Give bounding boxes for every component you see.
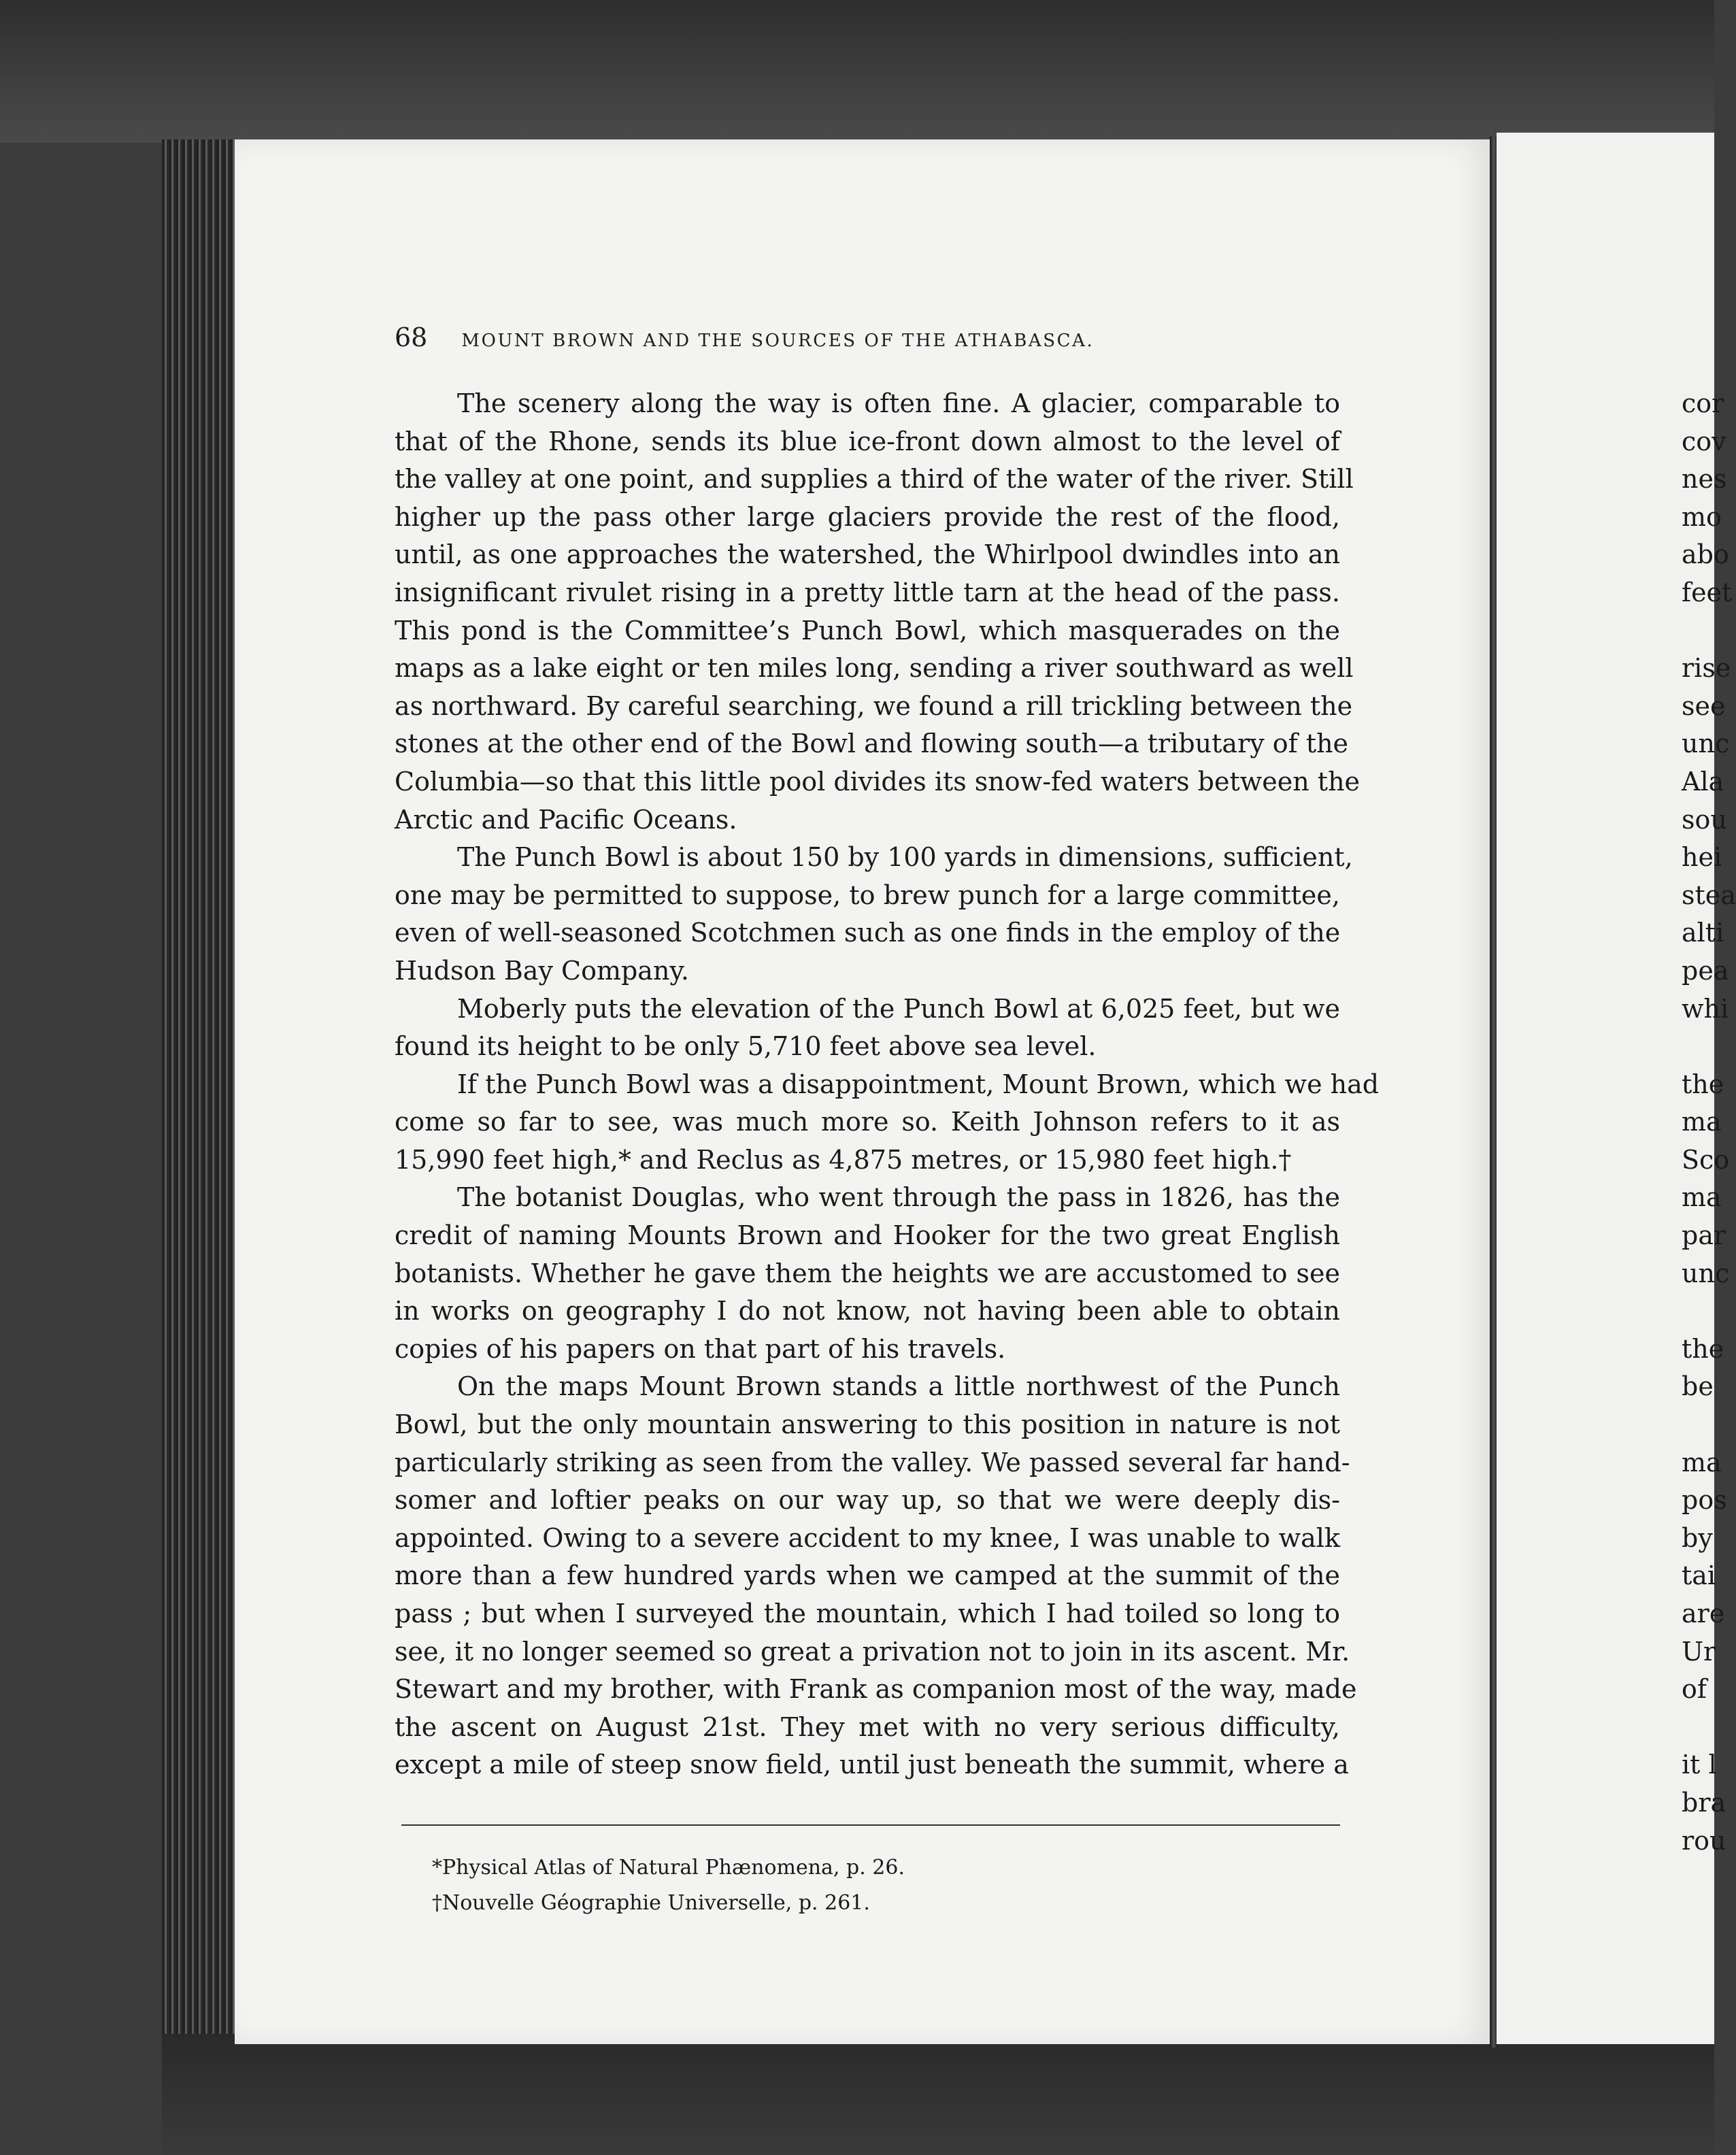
scan-background-top bbox=[0, 0, 1714, 143]
right-page-fragment: hei bbox=[1682, 842, 1722, 873]
text-line: maps as a lake eight or ten miles long, sending a river southward as well bbox=[395, 653, 1354, 684]
right-page-fragment: Sco bbox=[1682, 1144, 1730, 1175]
text-line: Stewart and my brother, with Frank as companion most of the way, made bbox=[395, 1674, 1357, 1705]
right-page-fragment: unc bbox=[1682, 1258, 1730, 1288]
right-page-fragment bbox=[1682, 612, 1714, 650]
text-line: until, as one approaches the watershed, the Whirlpool dwindles into an bbox=[395, 539, 1340, 570]
right-page-fragment bbox=[1682, 1709, 1714, 1747]
text-line: On the maps Mount Brown stands a little northwest of the Punch bbox=[457, 1371, 1340, 1402]
text-line: The scenery along the way is often fine. A glacier, comparable to bbox=[457, 388, 1340, 418]
right-page-fragment: Ala bbox=[1682, 766, 1724, 797]
right-page-fragment: be bbox=[1682, 1371, 1714, 1402]
text-line: appointed. Owing to a severe accident to my knee, I was unable to walk bbox=[395, 1522, 1340, 1553]
text-line: particularly striking as seen from the valley. We passed several far hand- bbox=[395, 1447, 1350, 1477]
right-page-fragment: ma bbox=[1682, 1447, 1722, 1477]
text-line: Hudson Bay Company. bbox=[395, 955, 689, 986]
footnote: †Nouvelle Géographie Universelle, p. 261. bbox=[432, 1891, 870, 1915]
text-line: The botanist Douglas, who went through the pass in 1826, has the bbox=[457, 1182, 1340, 1213]
right-page-fragment: unc bbox=[1682, 729, 1730, 759]
text-line: more than a few hundred yards when we camped at the summit of the bbox=[395, 1560, 1340, 1591]
text-line: see, it no longer seemed so great a privation not to join in its ascent. Mr. bbox=[395, 1636, 1350, 1667]
right-page-fragment: feet bbox=[1682, 577, 1733, 607]
text-line: stones at the other end of the Bowl and flowing south—a tributary of the bbox=[395, 729, 1349, 759]
text-line: found its height to be only 5,710 feet above sea level. bbox=[395, 1031, 1097, 1062]
text-line: Arctic and Pacific Oceans. bbox=[395, 804, 737, 835]
right-page-fragment: see bbox=[1682, 690, 1726, 721]
right-page-fragment: ma bbox=[1682, 1182, 1722, 1213]
text-line: higher up the pass other large glaciers provide the rest of the flood, bbox=[395, 501, 1340, 532]
right-page-fragment: bra bbox=[1682, 1787, 1726, 1818]
text-line: the valley at one point, and supplies a third of the water of the river. Still bbox=[395, 464, 1354, 495]
text-line: copies of his papers on that part of his travels. bbox=[395, 1333, 1006, 1364]
right-page-fragment: by bbox=[1682, 1522, 1713, 1553]
right-page-fragment: the bbox=[1682, 1069, 1724, 1099]
text-line: credit of naming Mounts Brown and Hooker for the two great English bbox=[395, 1220, 1340, 1251]
text-line: insignificant rivulet rising in a pretty little tarn at the head of the pass. bbox=[395, 577, 1340, 607]
text-line: one may be permitted to suppose, to brew punch for a large committee, bbox=[395, 880, 1340, 910]
right-page-fragment bbox=[1682, 1292, 1714, 1331]
right-page-fragment bbox=[1682, 1028, 1714, 1066]
text-line: the ascent on August 21st. They met with no very serious difficulty, bbox=[395, 1711, 1340, 1742]
right-page-fragment: par bbox=[1682, 1220, 1726, 1251]
text-line: Columbia—so that this little pool divides its snow-fed waters between the bbox=[395, 766, 1361, 797]
right-page-fragment: alti bbox=[1682, 918, 1724, 948]
right-page-fragment: abo bbox=[1682, 539, 1729, 570]
book-page-edges bbox=[162, 139, 237, 2044]
right-page-text-fragments bbox=[1682, 385, 1736, 1860]
running-header bbox=[395, 322, 1347, 363]
text-line: pass ; but when I surveyed the mountain, which I had toiled so long to bbox=[395, 1599, 1340, 1628]
right-page-fragment: ma bbox=[1682, 1107, 1722, 1137]
page-number: 68 bbox=[395, 322, 428, 352]
text-line: Moberly puts the elevation of the Punch Bowl at 6,025 feet, but we bbox=[457, 993, 1340, 1024]
text-line: in works on geography I do not know, not having been able to obtain bbox=[395, 1296, 1340, 1326]
right-page-fragment: stea bbox=[1682, 880, 1736, 910]
text-line: This pond is the Committee’s Punch Bowl, which masquerades on the bbox=[395, 615, 1340, 646]
text-line: The Punch Bowl is about 150 by 100 yards in dimensions, sufficient, bbox=[457, 842, 1353, 873]
text-line: even of well-seasoned Scotchmen such as one finds in the employ of the bbox=[395, 918, 1341, 948]
right-page-fragment: are bbox=[1682, 1599, 1725, 1628]
text-line: except a mile of steep snow field, until just beneath the summit, where a bbox=[395, 1750, 1349, 1780]
right-page-fragment: pea bbox=[1682, 955, 1729, 986]
text-line: 15,990 feet high,* and Reclus as 4,875 metres, or 15,980 feet high.† bbox=[395, 1144, 1292, 1175]
right-page-fragment: nes bbox=[1682, 464, 1727, 495]
text-line: Bowl, but the only mountain answering to this position in nature is not bbox=[395, 1409, 1340, 1440]
right-page-fragment bbox=[1682, 1406, 1714, 1444]
right-page-fragment: tai bbox=[1682, 1560, 1716, 1591]
right-page-fragment: pos bbox=[1682, 1485, 1727, 1516]
right-page-fragment: rise bbox=[1682, 653, 1731, 684]
right-page-fragment: whi bbox=[1682, 993, 1729, 1024]
body-text bbox=[395, 385, 1380, 1784]
right-page-fragment: Ur bbox=[1682, 1636, 1716, 1667]
text-line: as northward. By careful searching, we found a rill trickling between the bbox=[395, 690, 1353, 721]
text-line: somer and loftier peaks on our way up, so that we were deeply dis- bbox=[395, 1485, 1340, 1516]
scan-background-bottom bbox=[162, 2034, 1714, 2155]
text-line: botanists. Whether he gave them the heights we are accustomed to see bbox=[395, 1258, 1340, 1288]
right-page-fragment: the bbox=[1682, 1333, 1724, 1364]
footnote-rule bbox=[401, 1824, 1340, 1826]
right-page-fragment: cov bbox=[1682, 426, 1726, 456]
right-page-fragment: it l bbox=[1682, 1750, 1717, 1780]
text-line: come so far to see, was much more so. Keith Johnson refers to it as bbox=[395, 1107, 1340, 1137]
right-page-fragment: sou bbox=[1682, 804, 1727, 835]
text-line: that of the Rhone, sends its blue ice-front down almost to the level of bbox=[395, 426, 1340, 456]
footnote: *Physical Atlas of Natural Phænomena, p. 26. bbox=[432, 1856, 905, 1880]
right-page-fragment: cor bbox=[1682, 388, 1724, 418]
right-page-fragment: of bbox=[1682, 1674, 1707, 1705]
text-line: If the Punch Bowl was a disappointment, Mount Brown, which we had bbox=[457, 1069, 1380, 1099]
running-head-title: MOUNT BROWN AND THE SOURCES OF THE ATHABASCA. bbox=[461, 331, 1095, 351]
right-page-fragment: mo bbox=[1682, 501, 1722, 532]
right-page-fragment: rou bbox=[1682, 1825, 1726, 1856]
footnotes bbox=[432, 1850, 1316, 1921]
